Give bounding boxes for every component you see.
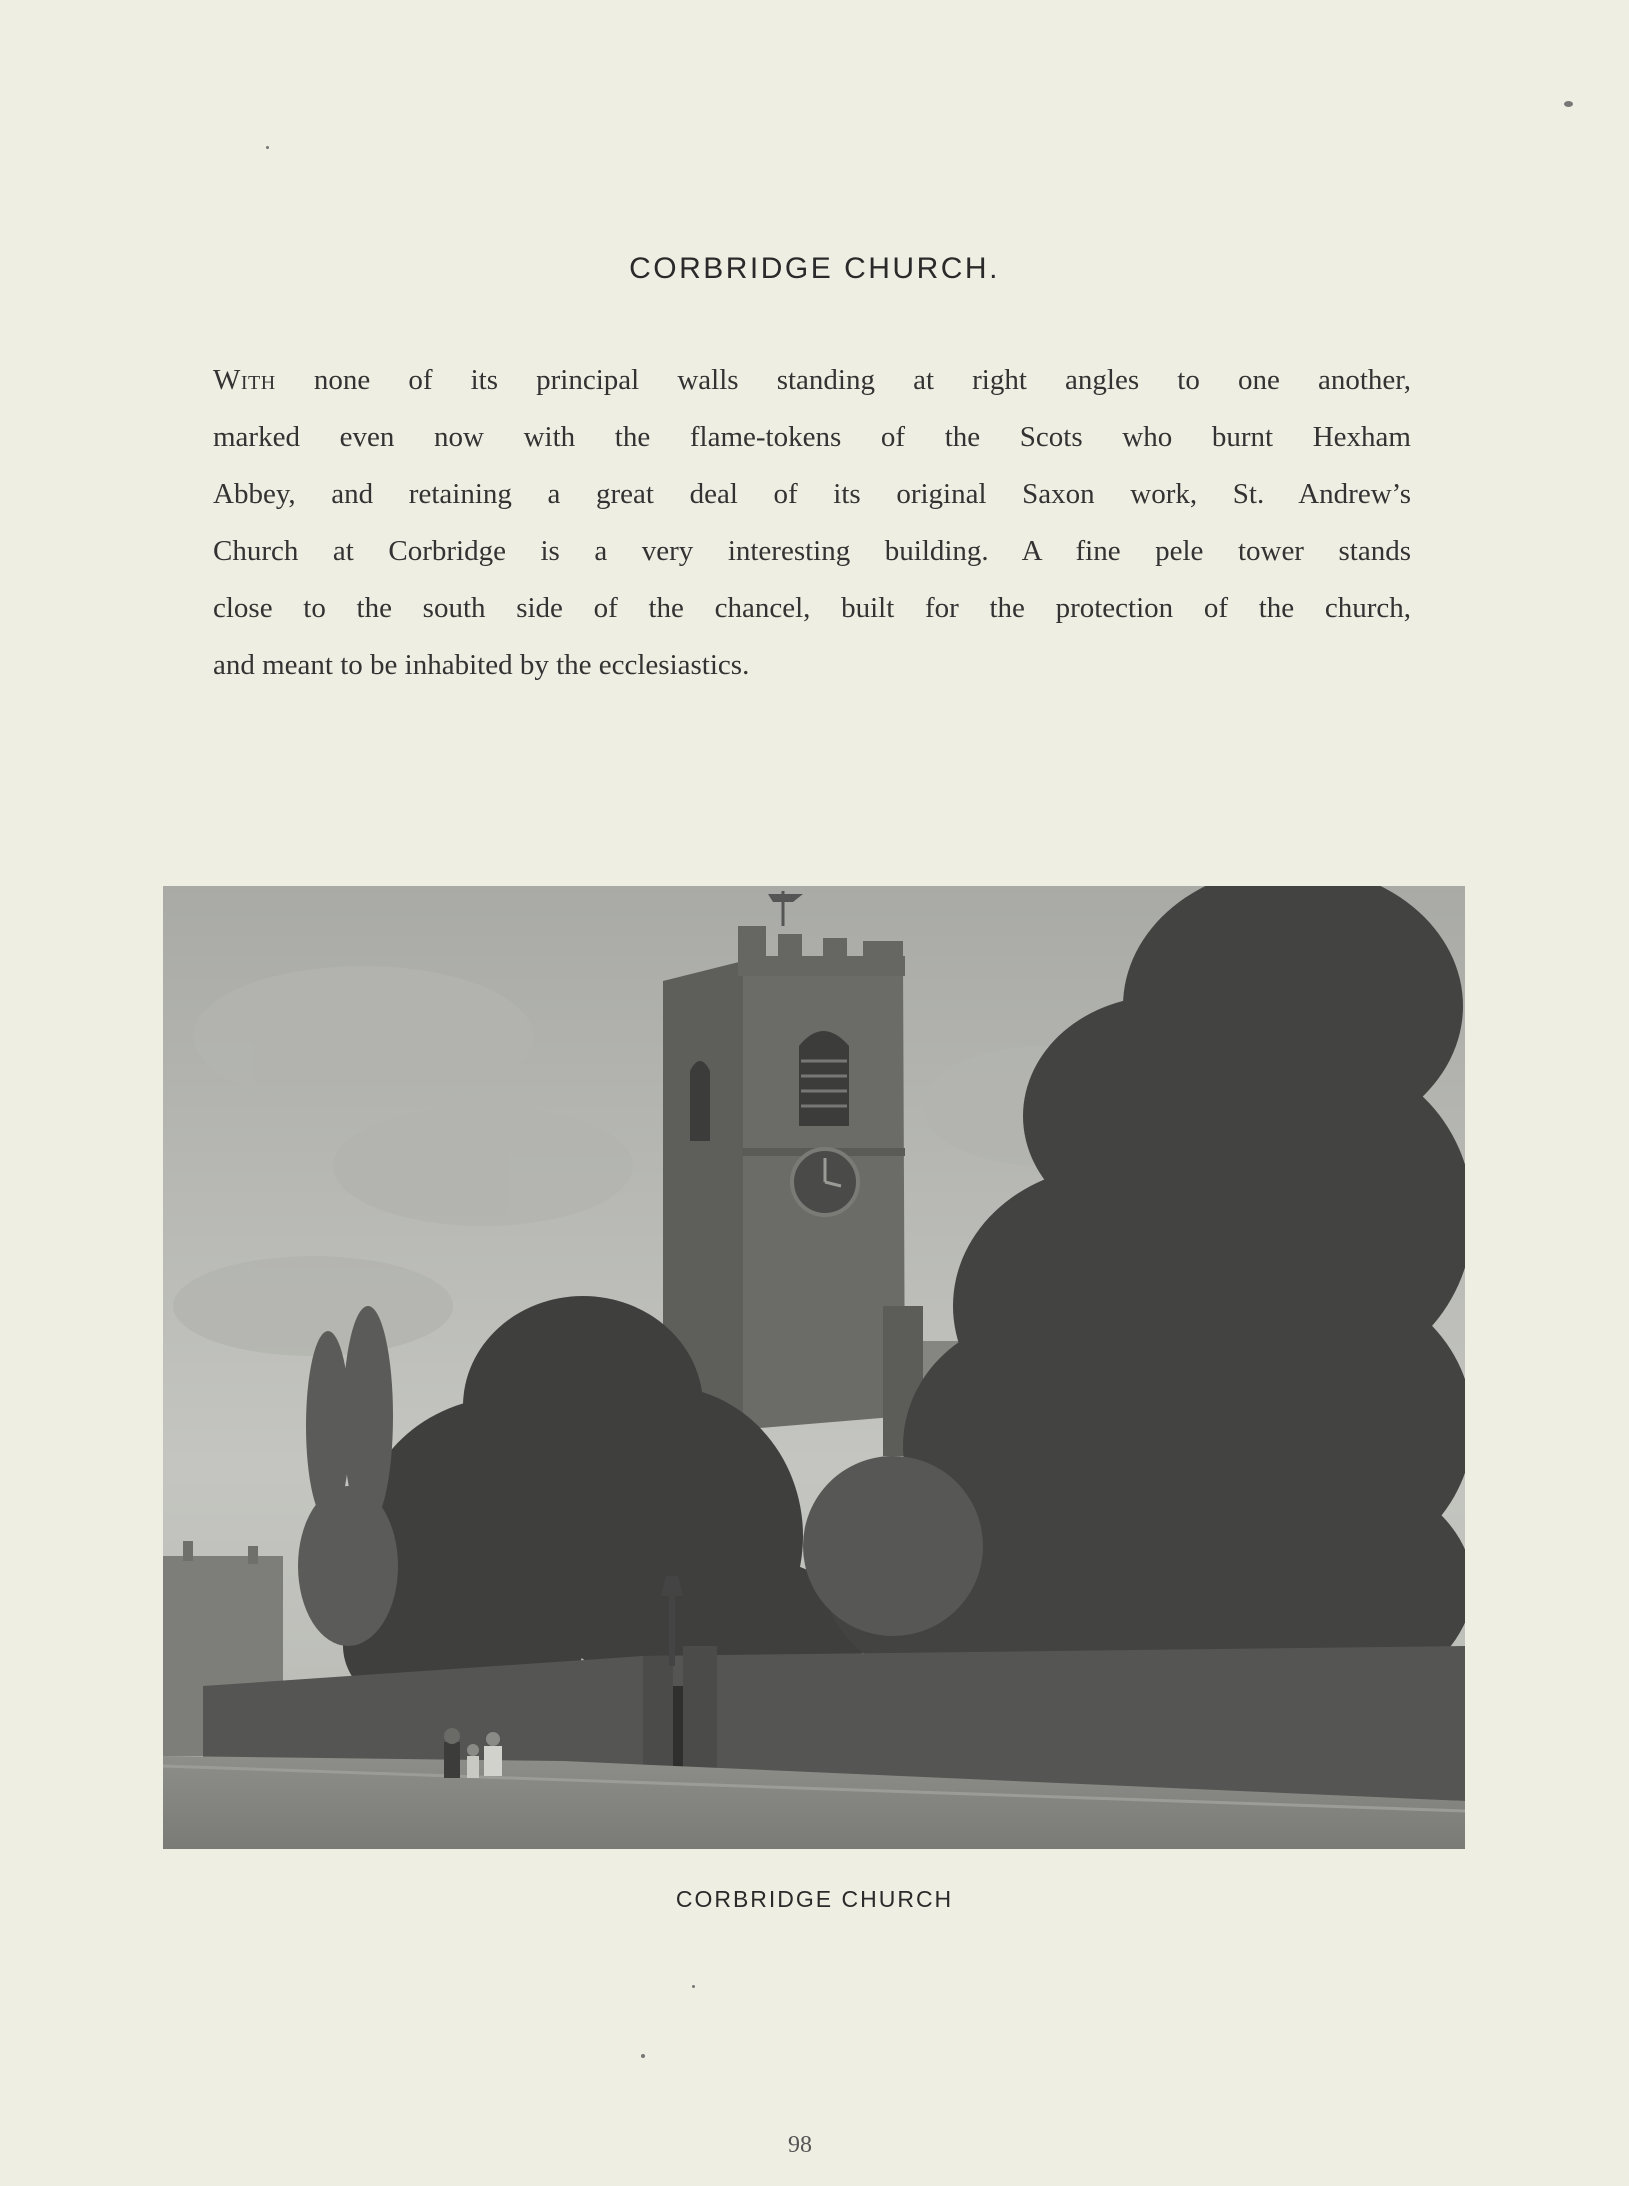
middle-tree [803,1456,983,1636]
paper-speck [641,2054,645,2058]
photo-caption: CORBRIDGE CHURCH [675,1886,954,1912]
paragraph-line-5: close to the south side of the chancel, built for the protection of the church, [213,592,1411,624]
paper-speck [266,146,269,149]
paragraph-line-2: marked even now with the flame-tokens of the Scots who burnt Hexham [213,421,1411,453]
paragraph-line-3: Abbey, and retaining a great deal of its original Saxon work, St. Andrew’s [213,478,1411,510]
paper-speck [692,1985,695,1988]
page-title: CORBRIDGE CHURCH. [629,252,1000,285]
paragraph-line-6: and meant to be inhabited by the ecclesiastics. [213,649,750,681]
church-photo-illustration [163,886,1465,1849]
lead-word: With [213,364,276,396]
page-number: 98 [788,2132,812,2158]
body-paragraph [213,352,1411,694]
paragraph-line-1-rest: none of its principal walls standing at right angles to one another, [275,364,1411,396]
paragraph-line-1 [213,352,1411,409]
poplar-trees [298,1306,398,1646]
paper-speck [1564,101,1573,107]
paragraph-line-4: Church at Corbridge is a very interesting building. A fine pele tower stands [213,535,1411,567]
church-photograph [163,886,1465,1849]
